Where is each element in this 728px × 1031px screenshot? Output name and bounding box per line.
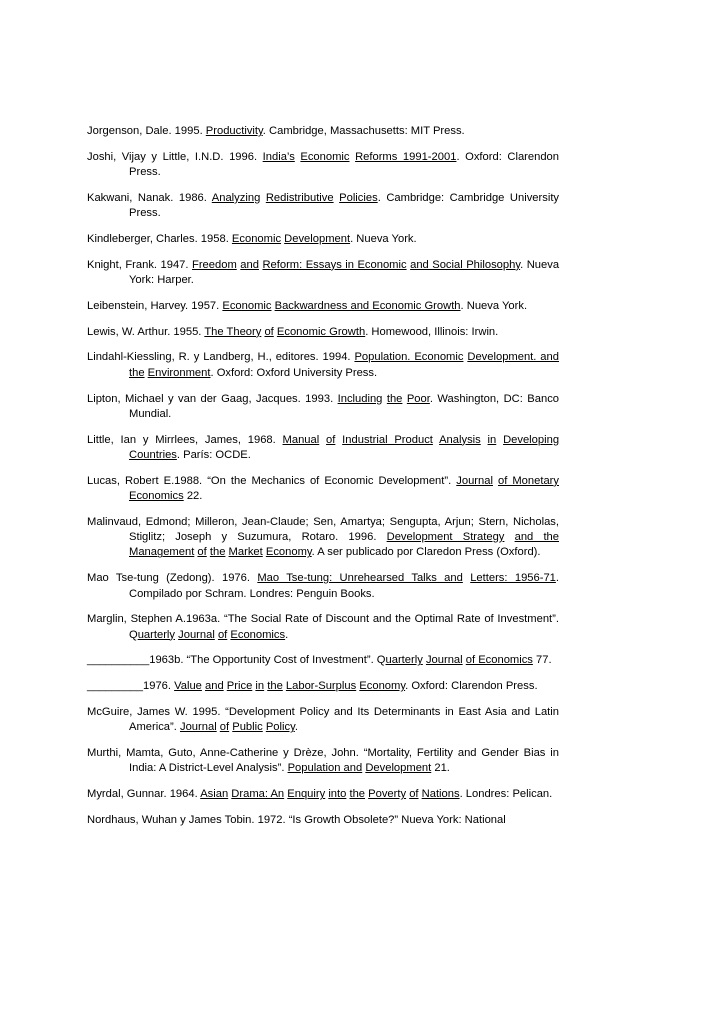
reference-entry (87, 258, 559, 289)
reference-text: McGuire, James W. 1995. “Development Policy and Its Determinants in East Asia and Latin America”. (87, 706, 559, 734)
reference-title-underlined: Developing Countries (129, 433, 560, 461)
reference-title-underlined: Economic (300, 150, 350, 163)
reference-entry (87, 150, 559, 181)
reference-title-underlined: and (240, 258, 259, 271)
reference-title-underlined: in (255, 680, 265, 693)
reference-entry (87, 299, 559, 314)
reference-text: Marglin, Stephen A.1963a. “The Social Rate of Discount and the Optimal Rate of Investment”. Q (87, 613, 559, 641)
reference-text: Kindleberger, Charles. 1958. (87, 232, 232, 245)
reference-title-underlined: the (386, 392, 403, 405)
reference-entry (87, 787, 559, 802)
reference-title-underlined: Journal (425, 654, 463, 667)
reference-title-underlined: of (409, 788, 419, 801)
reference-entry (87, 325, 559, 340)
reference-title-underlined: India’s (262, 150, 295, 163)
reference-text: Myrdal, Gunnar. 1964. (87, 788, 201, 801)
reference-title-underlined: Industrial Product (342, 433, 433, 446)
reference-text: 22. (183, 490, 203, 503)
reference-entry (87, 124, 559, 139)
reference-entry (87, 571, 559, 602)
reference-title-underlined: Poor (406, 392, 430, 405)
reference-title-underlined: uarterly (137, 628, 176, 641)
reference-text: Knight, Frank. 1947. (87, 258, 192, 271)
reference-text: . Oxford: Clarendon Press. (405, 680, 538, 693)
reference-title-underlined: Economy (359, 680, 406, 693)
reference-text: . Cambridge: Cambridge University Press. (129, 191, 560, 220)
reference-title-underlined: Management (129, 546, 195, 559)
reference-title-underlined: the (267, 680, 283, 693)
reference-title-underlined: of Monetary Economics (129, 474, 559, 503)
reference-text: . Cambridge, Massachusetts: MIT Press. (262, 125, 465, 137)
reference-title-underlined: Manual (282, 433, 320, 446)
reference-text: Mao Tse-tung (Zedong). 1976. (87, 572, 258, 585)
reference-title-underlined: Nations (421, 788, 460, 801)
reference-title-underlined: Development. and the (129, 351, 559, 379)
reference-title-underlined: Economic Growth (276, 325, 366, 338)
reference-title-underlined: Journal (179, 721, 217, 734)
reference-entry (87, 392, 559, 423)
reference-text: Nordhaus, Wuhan y James Tobin. 1972. “Is Growth Obsolete?” Nueva York: National (87, 814, 506, 826)
reference-title-underlined: Mao Tse-tung: Unrehearsed Talks and (257, 572, 463, 585)
reference-title-underlined: Letters: 1956-71 (470, 572, 556, 585)
reference-title-underlined: Reforms 1991-2001 (355, 150, 457, 163)
reference-title-underlined: of (197, 546, 207, 559)
reference-title-underlined: Population. Economic (354, 351, 464, 364)
reference-text: . Nueva York. (460, 299, 528, 312)
reference-text: . Nueva York: Harper. (129, 258, 560, 287)
reference-title-underlined: and (205, 680, 224, 693)
reference-entry (87, 191, 559, 222)
reference-title-underlined: Poverty (368, 788, 407, 801)
reference-title-underlined: Policy (265, 721, 295, 734)
reference-title-underlined: Economic (222, 299, 272, 312)
reference-text: Little, Ian y Mirrlees, James, 1968. (87, 433, 283, 446)
reference-title-underlined: Development (284, 232, 351, 245)
reference-text: Murthi, Mamta, Guto, Anne-Catherine y Drèze, John. “Mortality, Fertility and Gender Bias in India: A District-Level Analysis”. (87, 747, 559, 775)
reference-title-underlined: The Theory (204, 325, 262, 338)
reference-title-underlined: Productivity (205, 125, 263, 137)
reference-title-underlined: of (219, 721, 230, 734)
reference-title-underlined: Including (337, 392, 383, 405)
reference-entry (87, 350, 559, 381)
reference-entry (87, 433, 559, 464)
reference-title-underlined: Population and (287, 762, 363, 775)
reference-title-underlined: Backwardness and Economic Growth (274, 299, 461, 312)
reference-text: . (285, 628, 289, 641)
reference-title-underlined: Public (232, 721, 263, 734)
reference-title-underlined: Drama: An (231, 788, 285, 801)
reference-text: Lewis, W. Arthur. 1955. (87, 325, 205, 338)
reference-entry (87, 679, 559, 694)
reference-title-underlined: Journal (178, 628, 215, 641)
reference-text: Jorgenson, Dale. 1995. (87, 125, 206, 137)
reference-entry (87, 813, 559, 828)
reference-text: . Oxford: Clarendon Press. (129, 150, 560, 179)
reference-title-underlined: Enquiry (287, 788, 326, 801)
reference-text: . (294, 721, 298, 734)
reference-title-underlined: of (326, 433, 336, 446)
reference-text (504, 531, 514, 543)
reference-title-underlined: Price (226, 680, 253, 693)
reference-entry (87, 653, 559, 668)
reference-title-underlined: Development (365, 762, 432, 775)
reference-title-underlined: Policies (339, 191, 378, 204)
reference-title-underlined: Economic (231, 232, 282, 245)
reference-title-underlined: Economy (265, 546, 312, 559)
reference-title-underlined: into (328, 788, 347, 801)
bibliography-page (87, 124, 559, 839)
reference-title-underlined: Redistributive (265, 191, 334, 204)
reference-text: Lipton, Michael y van der Gaag, Jacques. 1993. (87, 392, 338, 405)
reference-title-underlined: the (209, 546, 226, 559)
reference-text: . Londres: Pelican. (459, 788, 553, 801)
reference-title-underlined: Environment (147, 366, 211, 379)
reference-entry (87, 746, 559, 777)
reference-title-underlined: Development Strategy (386, 531, 505, 544)
reference-entry (87, 474, 559, 505)
reference-title-underlined: Economics (230, 628, 286, 641)
reference-text: __________1963b. “The Opportunity Cost of Investment”. Q (87, 654, 386, 667)
reference-text: . A ser publicado por Claredon Press (Oxford). (311, 546, 541, 559)
reference-title-underlined: and Social Philosophy (410, 258, 521, 271)
reference-text: Malinvaud, Edmond; Milleron, Jean-Claude; Sen, Amartya; Sengupta, Arjun; Stern, Nicholas, Stiglitz; Joseph y Suzumura, Rotaro. 1996. (87, 515, 559, 544)
reference-text: . Oxford: Oxford University Press. (210, 366, 378, 379)
reference-title-underlined: of (217, 628, 228, 641)
reference-title-underlined: Journal (456, 474, 493, 487)
reference-title-underlined: uarterly (385, 654, 423, 667)
reference-title-underlined: Freedom (192, 258, 237, 271)
reference-text: . París: OCDE. (176, 448, 251, 461)
reference-text: . Washington, DC: Banco Mundial. (129, 392, 560, 420)
reference-text: 21. (431, 762, 450, 775)
reference-entry (87, 612, 559, 643)
reference-text: Lindahl-Kiessling, R. y Landberg, H., editores. 1994. (87, 351, 355, 364)
reference-title-underlined: Reform: Essays in Economic (262, 258, 407, 271)
reference-entry (87, 515, 559, 561)
reference-text: Leibenstein, Harvey. 1957. (87, 299, 223, 312)
reference-title-underlined: and the (514, 531, 559, 544)
reference-text: 77. (532, 654, 552, 667)
reference-title-underlined: Value (174, 680, 202, 693)
reference-title-underlined: Market (228, 546, 263, 559)
reference-text: . Compilado por Schram. Londres: Penguin Books. (129, 572, 560, 600)
reference-title-underlined: Analysis (439, 433, 481, 446)
reference-text (319, 434, 326, 446)
reference-title-underlined: of Economics (465, 654, 533, 667)
reference-title-underlined: Analyzing (211, 191, 261, 204)
reference-entry (87, 232, 559, 247)
reference-text: Joshi, Vijay y Little, I.N.D. 1996. (87, 150, 263, 163)
reference-text (481, 434, 488, 446)
reference-title-underlined: Asian (200, 788, 229, 801)
reference-title-underlined: in (487, 433, 497, 446)
reference-text: Lucas, Robert E.1988. “On the Mechanics of Economic Development”. (87, 474, 457, 487)
reference-text: Kakwani, Nanak. 1986. (87, 191, 212, 204)
reference-entry (87, 705, 559, 736)
reference-text: _________1976. (87, 680, 175, 693)
reference-text: . Homewood, Illinois: Irwin. (365, 325, 499, 338)
reference-title-underlined: Labor-Surplus (285, 680, 357, 693)
reference-text: . Nueva York. (350, 232, 417, 245)
reference-title-underlined: of (264, 325, 274, 338)
reference-title-underlined: the (349, 788, 366, 801)
